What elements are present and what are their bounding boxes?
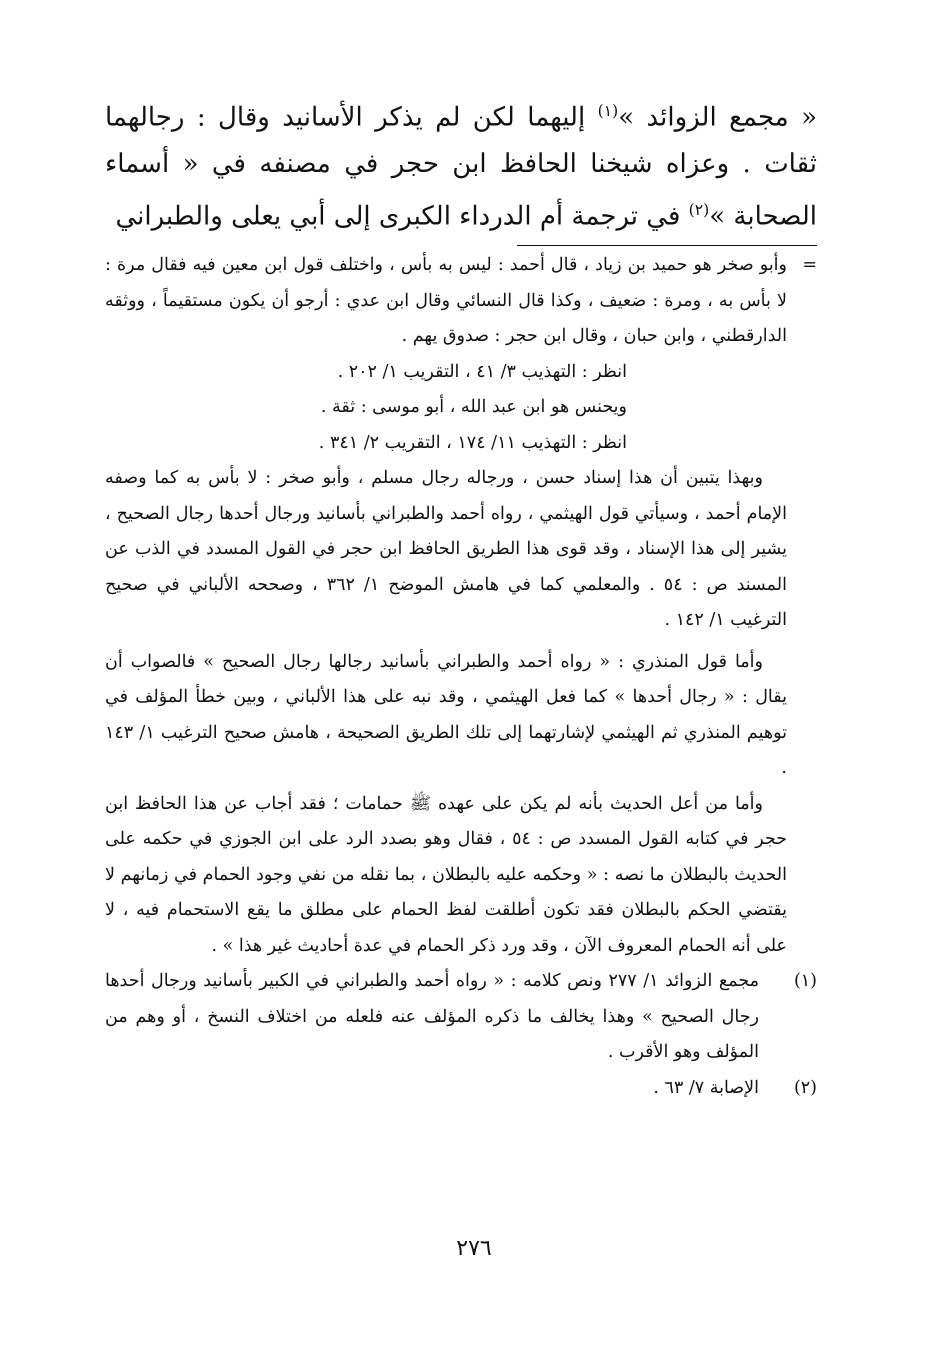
page-number: ٢٧٦: [456, 1236, 492, 1261]
note-reference: ويحنس هو ابن عبد الله ، أبو موسى : ثقة .: [320, 397, 627, 418]
note-reference: انظر : التهذيب ٣/ ٤١ ، التقريب ١/ ٢٠٢ .: [337, 361, 627, 382]
footnotes-section: [105, 248, 817, 1106]
footnote-text: الإصابة ٧/ ٦٣ .: [653, 1077, 759, 1098]
footnote-item: [105, 964, 817, 1071]
note-reference: انظر : التهذيب ١١/ ١٧٤ ، التقريب ٢/ ٣٤١ .: [318, 432, 627, 453]
footnote-ref-1: (١): [597, 102, 619, 120]
page-content: [105, 88, 817, 1106]
footnote-text: مجمع الزوائد ١/ ٢٧٧ ونص كلامه : « رواه أحمد والطبراني في الكبير بأسانيد ورجال أحدها رجال الصحيح » وهذا يخالف ما ذكره المؤلف عنه فلعله من اختلاف النسخ ، أو وهم من المؤلف وهو الأقرب .: [105, 971, 759, 1063]
main-text: [105, 88, 817, 239]
continued-note: [105, 248, 817, 964]
note-paragraph: وأما قول المنذري : « رواه أحمد والطبراني بأسانيد رجالها رجال الصحيح » فالصواب أن يقال : « رجال أحدها » كما فعل الهيثمي ، وقد نبه على هذا الألباني ، وبين خطأ المؤلف في توهيم المنذري ثم الهيثمي لإشارتهما إلى تلك الطريق الصحيحة ، هامش صحيح الترغيب ١/ ١٤٣ .: [105, 651, 788, 779]
footnote-ref-2: (٢): [688, 200, 710, 219]
main-text-part: « مجمع الزوائد »: [618, 102, 818, 133]
footnote-number: (١): [793, 971, 817, 992]
footnote-number: (٢): [793, 1077, 817, 1098]
note-paragraph: وبهذا يتبين أن هذا إسناد حسن ، ورجاله رجال مسلم ، وأبو صخر : لا بأس به كما وصفه الإمام أحمد ، وسيأتي قول الهيثمي ، رواه أحمد والطبراني بأسانيد ورجال أحدها رجال الصحيح ، يشير إلى هذا الإسناد ، وقد قوى هذا الطريق الحافظ ابن حجر في القول المسدد في الذب عن المسند ص : ٥٤ . والمعلمي كما في هامش الموضح ١/ ٣٦٢ ، وصححه الألباني في صحيح الترغيب ١/ ١٤٢ .: [105, 468, 787, 631]
note-paragraph: وأبو صخر هو حميد بن زياد ، قال أحمد : ليس به بأس ، واختلف قول ابن معين فيه فقال مرة : لا بأس به ، ومرة : ضعيف ، وكذا قال النسائي وقال ابن عدي : أرجو أن يكون مستقيماً ، ووثقه الدارقطني ، وابن حبان ، وقال ابن حجر : صدوق يهم .: [105, 255, 787, 347]
continuation-mark: =: [802, 255, 817, 276]
note-paragraph: وأما من أعل الحديث بأنه لم يكن على عهده ﷺ حمامات ؛ فقد أجاب عن هذا الحافظ ابن حجر في كتابه القول المسدد ص : ٥٤ ، فقال وهو بصدد الرد على ابن الجوزي في حكمه على الحديث بالبطلان ما نصه : « وحكمه عليه بالبطلان ، بما نقله من نفي وجود الحمام في زمانهم لا يقتضي الحكم بالبطلان فقد تكون أطلقت لفظ الحمام على مطلق ما يقع الاستحمام فيه ، لا على أنه الحمام المعروف الآن ، وقد ورد ذكر الحمام في عدة أحاديث غير هذا » .: [105, 793, 787, 956]
main-text-part: في ترجمة أم الدرداء الكبرى إلى أبي يعلى والطبراني: [115, 201, 689, 232]
main-text-part: إليهما لكن لم يذكر الأسانيد وقال : رجالهما ثقات . وعزاه شيخنا الحافظ ابن حجر في مصنفه في « أسماء الصحابة »: [105, 102, 817, 232]
footnote-item: [105, 1071, 817, 1107]
footnote-separator: [517, 245, 817, 246]
